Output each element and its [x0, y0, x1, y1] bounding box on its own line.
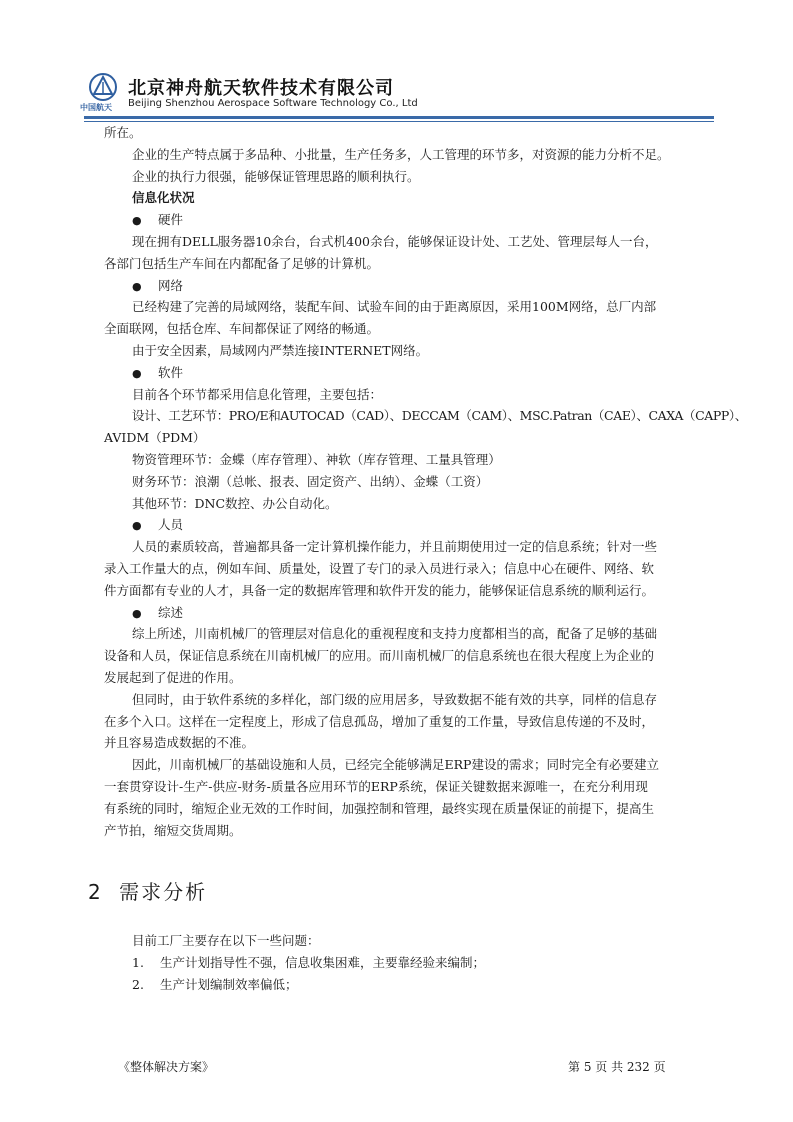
company-logo [80, 72, 122, 116]
paragraph-line: 设计、工艺环节：PRO/E和AUTOCAD（CAD）、DECCAM（CAM）、MSC.Patran（CAE）、CAXA（CAPP）、 [132, 408, 747, 424]
paragraph-line: 目前各个环节都采用信息化管理，主要包括： [132, 386, 383, 402]
paragraph-line: 全面联网，包括仓库、车间都保证了网络的畅通。 [104, 321, 380, 337]
paragraph-line: 其他环节：DNC数控、办公自动化。 [132, 495, 338, 511]
paragraph-line: 设备和人员，保证信息系统在川南机械厂的应用。而川南机械厂的信息系统也在很大程度上为企业的 [104, 648, 655, 664]
paragraph-line: 因此，川南机械厂的基础设施和人员，已经完全能够满足ERP建设的需求；同时完全有必要建立 [132, 757, 659, 773]
bullet-icon: ● [132, 606, 142, 620]
paragraph-line: 由于安全因素，局域网内严禁连接INTERNET网络。 [132, 342, 429, 358]
paragraph-line: 现在拥有DELL服务器10余台，台式机400余台，能够保证设计处、工艺处、管理层每人一台， [132, 233, 658, 249]
bullet-icon: ● [132, 279, 142, 293]
paragraph-line: 发展起到了促进的作用。 [104, 669, 242, 685]
section-body [104, 930, 720, 995]
bullet-icon: ● [132, 214, 142, 228]
footer-page-info: 第 5 页 共 232 页 [568, 1060, 666, 1074]
paragraph-line: 但同时，由于软件系统的多样化，部门级的应用居多，导致数据不能有效的共享，同样的信息存 [132, 691, 658, 707]
paragraph-line: 人员的素质较高，普遍都具备一定计算机操作能力，并且前期使用过一定的信息系统；针对一些 [132, 539, 658, 555]
paragraph-line: 物资管理环节：金蝶（库存管理）、神软（库存管理、工量具管理） [132, 451, 501, 467]
paragraph-line: AVIDM（PDM） [104, 430, 206, 446]
bullet-item: ● 网络 [104, 275, 720, 297]
bullet-item: ● 综述 [104, 602, 720, 624]
paragraph-line: 一套贯穿设计-生产-供应-财务-质量各应用环节的ERP系统，保证关键数据来源唯一，在充分利用现 [104, 778, 648, 794]
document-body [104, 122, 747, 841]
paragraph-line: 有系统的同时，缩短企业无效的工作时间，加强控制和管理，最终实现在质量保证的前提下，提高生 [104, 800, 655, 816]
numbered-item: 1. 生产计划指导性不强，信息收集困难，主要靠经验来编制； [132, 954, 486, 970]
paragraph-line: 企业的执行力很强，能够保证管理思路的顺利执行。 [132, 168, 420, 184]
subheading: 信息化状况 [132, 190, 195, 206]
paragraph-line: 企业的生产特点属于多品种、小批量，生产任务多，人工管理的环节多，对资源的能力分析不足。 [132, 146, 670, 162]
paragraph-line: 目前工厂主要存在以下一些问题： [132, 933, 320, 948]
bullet-icon: ● [132, 366, 142, 380]
bullet-icon: ● [132, 519, 142, 533]
header-rule [84, 116, 714, 119]
paragraph-line: 在多个入口。这样在一定程度上，形成了信息孤岛，增加了重复的工作量，导致信息传递的不及时， [104, 713, 655, 729]
paragraph-line: 录入工作量大的点，例如车间、质量处，设置了专门的录入员进行录入；信息中心在硬件、网络、软 [104, 560, 655, 576]
paragraph-line: 产节拍，缩短交货周期。 [104, 822, 242, 838]
numbered-item: 2. 生产计划编制效率偏低； [132, 976, 298, 992]
footer-doc-title: 《整体解决方案》 [118, 1060, 215, 1074]
company-name-cn: 北京神舟航天软件技术有限公司 [128, 78, 394, 99]
page-header [80, 72, 714, 122]
paragraph-line: 综上所述，川南机械厂的管理层对信息化的重视程度和支持力度都相当的高，配备了足够的基础 [132, 626, 658, 642]
paragraph-line: 各部门包括生产车间在内都配备了足够的计算机。 [104, 255, 380, 271]
paragraph-line: 并且容易造成数据的不准。 [104, 735, 255, 751]
section-number: 2 [88, 880, 103, 904]
paragraph-line: 所在。 [104, 125, 142, 140]
company-name-en: Beijing Shenzhou Aerospace Software Technology Co., Ltd [128, 98, 418, 109]
logo-text: 中国航天 [80, 103, 112, 112]
section-title: 需求分析 [119, 880, 208, 904]
bullet-item: ● 软件 [104, 362, 720, 384]
bullet-item: ● 人员 [104, 514, 720, 536]
bullet-item: ● 硬件 [104, 209, 720, 231]
paragraph-line: 已经构建了完善的局域网络，装配车间、试验车间的由于距离原因，采用100M网络，总厂内部 [132, 299, 657, 315]
paragraph-line: 财务环节：浪潮（总帐、报表、固定资产、出纳）、金蝶（工资） [132, 473, 489, 489]
paragraph-line: 件方面都有专业的人才，具备一定的数据库管理和软件开发的能力，能够保证信息系统的顺利运行。 [104, 582, 655, 598]
section-heading [88, 876, 207, 905]
